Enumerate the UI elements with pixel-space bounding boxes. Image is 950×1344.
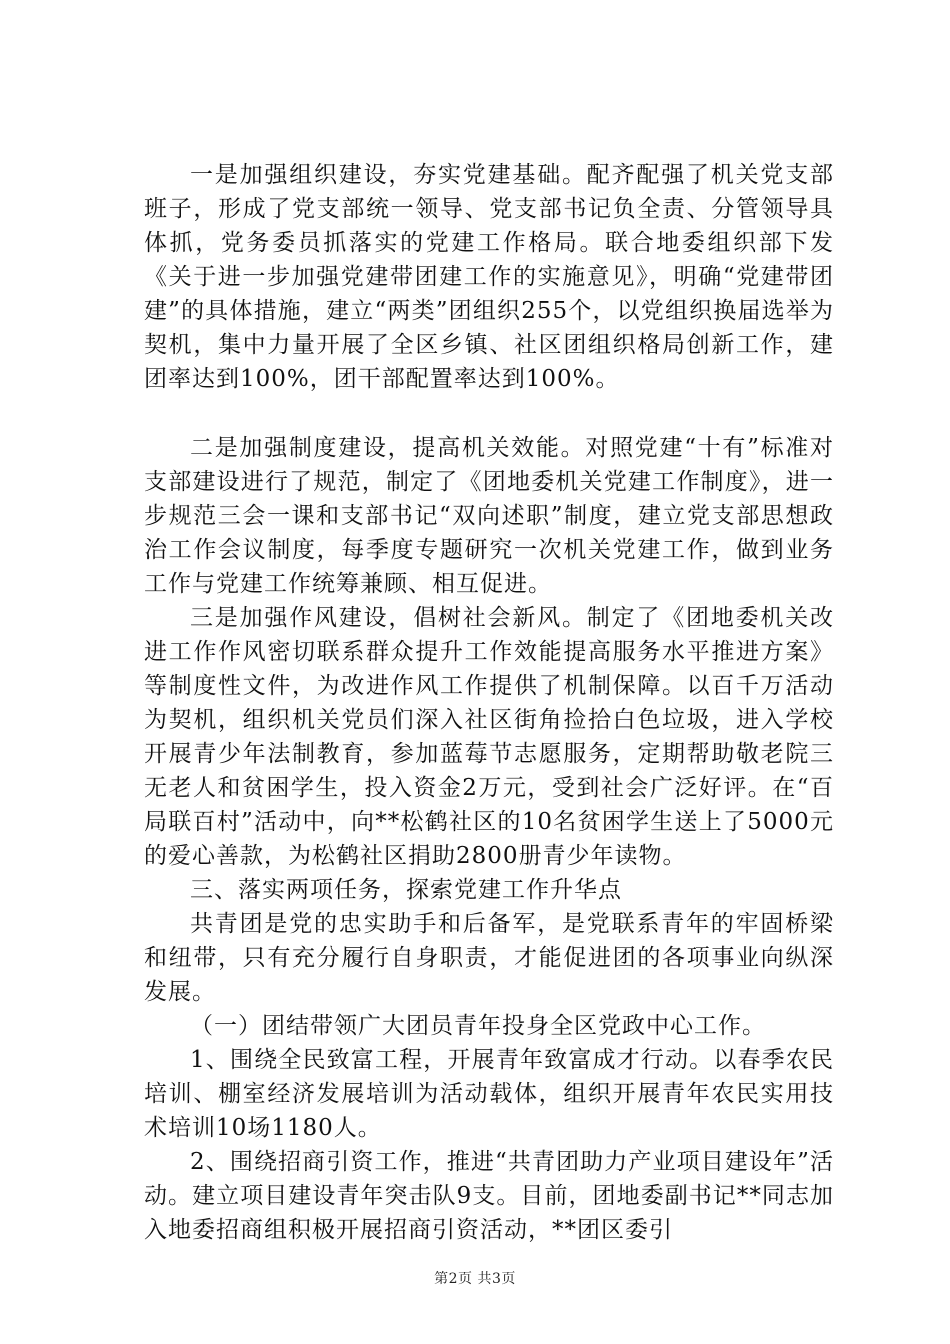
paragraph-organization-building: 一是加强组织建设，夯实党建基础。配齐配强了机关党支部班子，形成了党支部统一领导、党支部书记负全责、分管领导具体抓，党务委员抓落实的党建工作格局。联合地委组织部下发《关于进一步加强党建带团建工作的实施意见》，明确“党建带团建”的具体措施，建立“两类”团组织255个，以党组织换届选举为契机，集中力量开展了全区乡镇、社区团组织格局创新工作，建团率达到100%，团干部配置率达到100%。 <box>144 162 834 392</box>
paragraph-item-1: 1、围绕全民致富工程，开展青年致富成才行动。以春季农民培训、棚室经济发展培训为活动载体，组织开展青年农民实用技术培训10场1180人。 <box>144 1047 834 1141</box>
document-body <box>144 158 834 1247</box>
paragraph-style-building: 三是加强作风建设，倡树社会新风。制定了《团地委机关改进工作作风密切联系群众提升工作效能提高服务水平推进方案》等制度性文件，为改进作风工作提供了机制保障。以百千万活动为契机，组织机关党员们深入社区街角捡拾白色垃圾，进入学校开展青少年法制教育，参加蓝莓节志愿服务，定期帮助敬老院三无老人和贫困学生，投入资金2万元，受到社会广泛好评。在“百局联百村”活动中，向**松鹤社区的10名贫困学生送上了5000元的爱心善款，为松鹤社区捐助2800册青少年读物。 <box>144 605 834 869</box>
paragraph-youth-league-role: 共青团是党的忠实助手和后备军，是党联系青年的牢固桥梁和纽带，只有充分履行自身职责，才能促进团的各项事业向纵深发展。 <box>144 911 834 1005</box>
paragraph-item-2: 2、围绕招商引资工作，推进“共青团助力产业项目建设年”活动。建立项目建设青年突击队9支。目前，团地委副书记**同志加入地委招商组积极开展招商引资活动，**团区委引 <box>144 1149 834 1243</box>
subsection-heading: （一）团结带领广大团员青年投身全区党政中心工作。 <box>190 1013 766 1039</box>
section-heading: 三、落实两项任务，探索党建工作升华点 <box>190 877 622 903</box>
page-number-footer: 第2页 共3页 <box>434 1271 516 1287</box>
paragraph-system-building: 二是加强制度建设，提高机关效能。对照党建“十有”标准对支部建设进行了规范，制定了《团地委机关党建工作制度》，进一步规范三会一课和支部书记“双向述职”制度，建立党支部思想政治工作会议制度，每季度专题研究一次机关党建工作，做到业务工作与党建工作统筹兼顾、相互促进。 <box>144 435 834 597</box>
